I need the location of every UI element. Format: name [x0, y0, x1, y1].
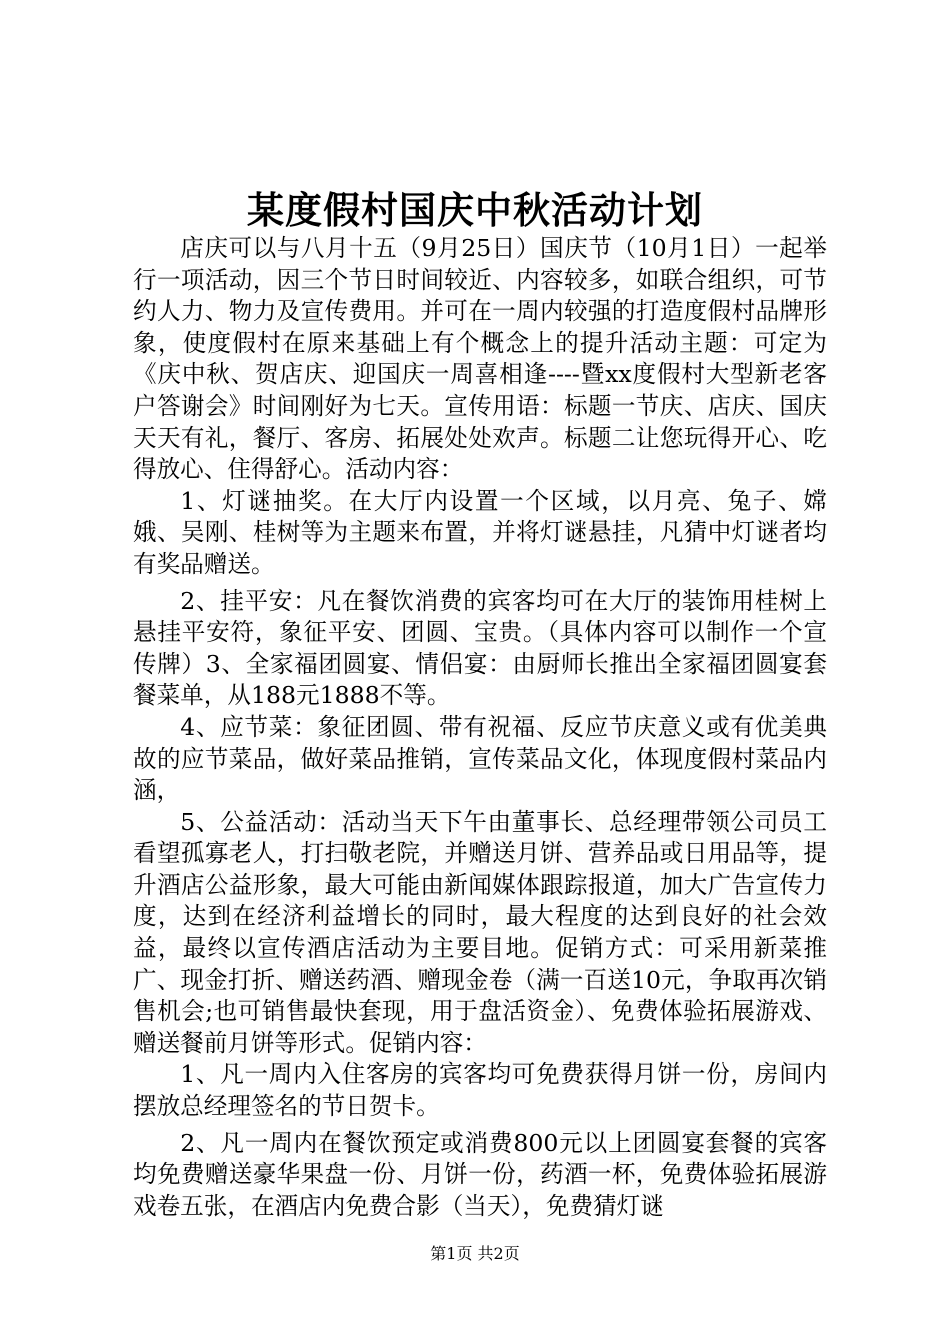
document-title: 某度假村国庆中秋活动计划 — [247, 188, 703, 232]
document-body — [133, 233, 827, 1222]
paragraph-promo-rooms: 1、凡一周内入住客房的宾客均可免费获得月饼一份，房间内摆放总经理签名的节日贺卡。 — [133, 1060, 827, 1121]
paragraph-festival-dishes: 4、应节菜：象征团圆、带有祝福、反应节庆意义或有优美典故的应节菜品，做好菜品推销，宣传菜品文化，体现度假村菜品内涵， — [133, 712, 827, 805]
paragraph-intro: 店庆可以与八月十五（9月25日）国庆节（10月1日）一起举行一项活动，因三个节日时间较近、内容较多，如联合组织，可节约人力、物力及宣传费用。并可在一周内较强的打造度假村品牌形象，使度假村在原来基础上有个概念上的提升活动主题：可定为《庆中秋、贺店庆、迎国庆一周喜相逢----暨xx度假村大型新老客户答谢会》时间刚好为七天。宣传用语：标题一节庆、店庆、国庆天天有礼，餐厅、客房、拓展处处欢声。标题二让您玩得开心、吃得放心、住得舒心。活动内容： — [133, 234, 827, 484]
paragraph-promo-dining: 2、凡一周内在餐饮预定或消费800元以上团圆宴套餐的宾客均免费赠送豪华果盘一份、月饼一份，药酒一杯，免费体验拓展游戏卷五张，在酒店内免费合影（当天），免费猜灯谜 — [133, 1128, 827, 1220]
page-footer: 第1页 共2页 — [430, 1244, 520, 1263]
paragraph-hang-peace: 2、挂平安：凡在餐饮消费的宾客均可在大厅的装饰用桂树上悬挂平安符，象征平安、团圆、宝贵。（具体内容可以制作一个宣传牌）3、全家福团圆宴、情侣宴：由厨师长推出全家福团圆宴套餐菜单，从188元1888不等。 — [133, 586, 827, 710]
paragraph-lantern-riddle: 1、灯谜抽奖。在大厅内设置一个区域，以月亮、兔子、嫦娥、吴刚、桂树等为主题来布置，并将灯谜悬挂，凡猜中灯谜者均有奖品赠送。 — [133, 486, 827, 578]
paragraph-public-welfare: 5、公益活动：活动当天下午由董事长、总经理带领公司员工看望孤寡老人，打扫敬老院，并赠送月饼、营养品或日用品等，提升酒店公益形象，最大可能由新闻媒体跟踪报道，加大广告宣传力度，达到在经济利益增长的同时，最大程度的达到良好的社会效益，最终以宣传酒店活动为主要目地。促销方式：可采用新菜推广、现金打折、赠送药酒、赠现金卷（满一百送10元，争取再次销售机会;也可销售最快套现，用于盘活资金）、免费体验拓展游戏、赠送餐前月饼等形式。促销内容： — [133, 807, 827, 1057]
